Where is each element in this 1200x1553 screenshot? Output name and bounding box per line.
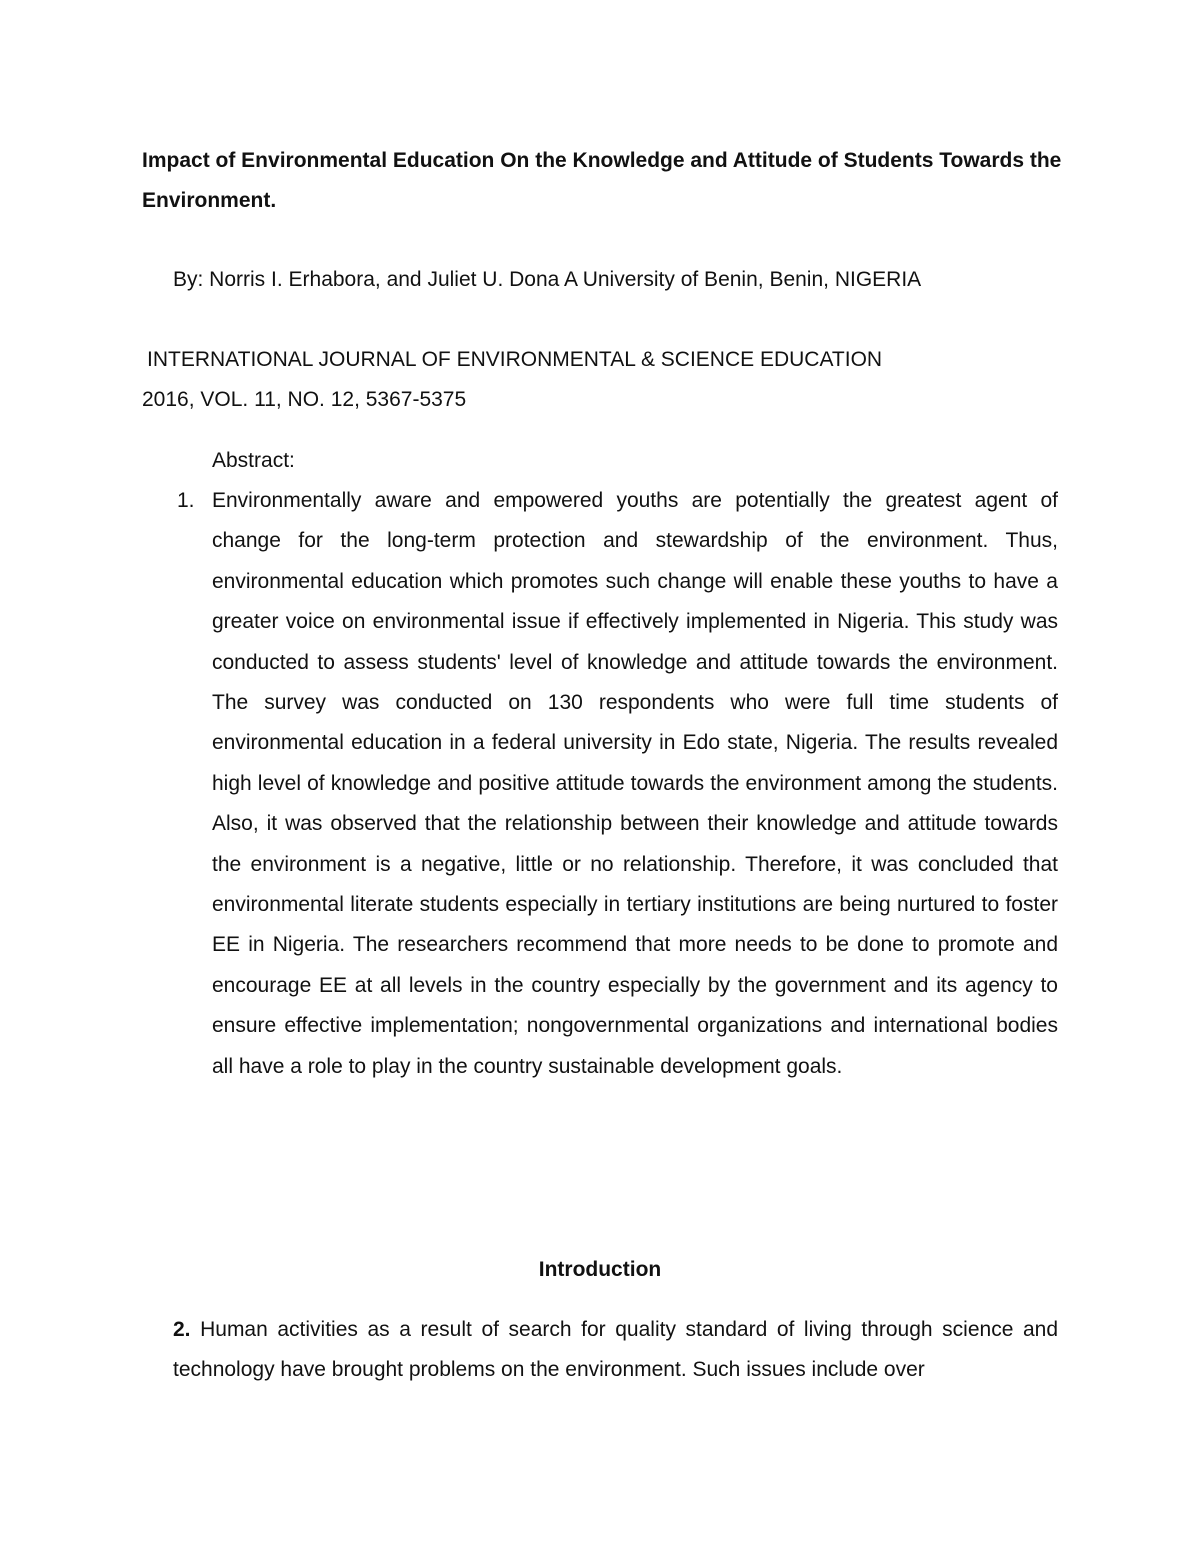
introduction-text: Human activities as a result of search for quality standard of living through science and technology have brought problems on the environment. Such issues include over — [173, 1318, 1058, 1381]
introduction-paragraph — [173, 1310, 1058, 1390]
author-byline: By: Norris I. Erhabora, and Juliet U. Dona A University of Benin, Benin, NIGERIA — [173, 268, 922, 291]
journal-name: INTERNATIONAL JOURNAL OF ENVIRONMENTAL & SCIENCE EDUCATION — [147, 348, 883, 371]
abstract-paragraph — [177, 481, 1058, 1087]
introduction-heading — [0, 1250, 1200, 1290]
abstract-label: Abstract: — [212, 449, 295, 472]
paper-title: Impact of Environmental Education On the Knowledge and Attitude of Students Towards the Environment. — [142, 149, 1062, 212]
introduction-number: 2. — [173, 1318, 191, 1341]
abstract-number: 1. — [177, 489, 195, 512]
abstract-text: Environmentally aware and empowered youths are potentially the greatest agent of change for the long-term protection and stewardship of the environment. Thus, environmental education which promotes such change will enable these youths to have a greater voice on environmental issue if effectively implemented in Nigeria. This study was conducted to assess students' level of knowledge and attitude towards the environment. The survey was conducted on 130 respondents who were full time students of environmental education in a federal university in Edo state, Nigeria. The results revealed high level of knowledge and positive attitude towards the environment among the students. Also, it was observed that the relationship between their knowledge and attitude towards the environment is a negative, little or no relationship. Therefore, it was concluded that environmental literate students especially in tertiary institutions are being nurtured to foster EE in Nigeria. The researchers recommend that more needs to be done to promote and encourage EE at all levels in the country especially by the government and its agency to ensure effective implementation; nongovernmental organizations and international bodies all have a role to play in the country sustainable development goals. — [212, 489, 1058, 1078]
introduction-heading-text: Introduction — [538, 1258, 662, 1281]
journal-reference: 2016, VOL. 11, NO. 12, 5367-5375 — [142, 388, 467, 411]
journal-citation — [142, 340, 1042, 420]
